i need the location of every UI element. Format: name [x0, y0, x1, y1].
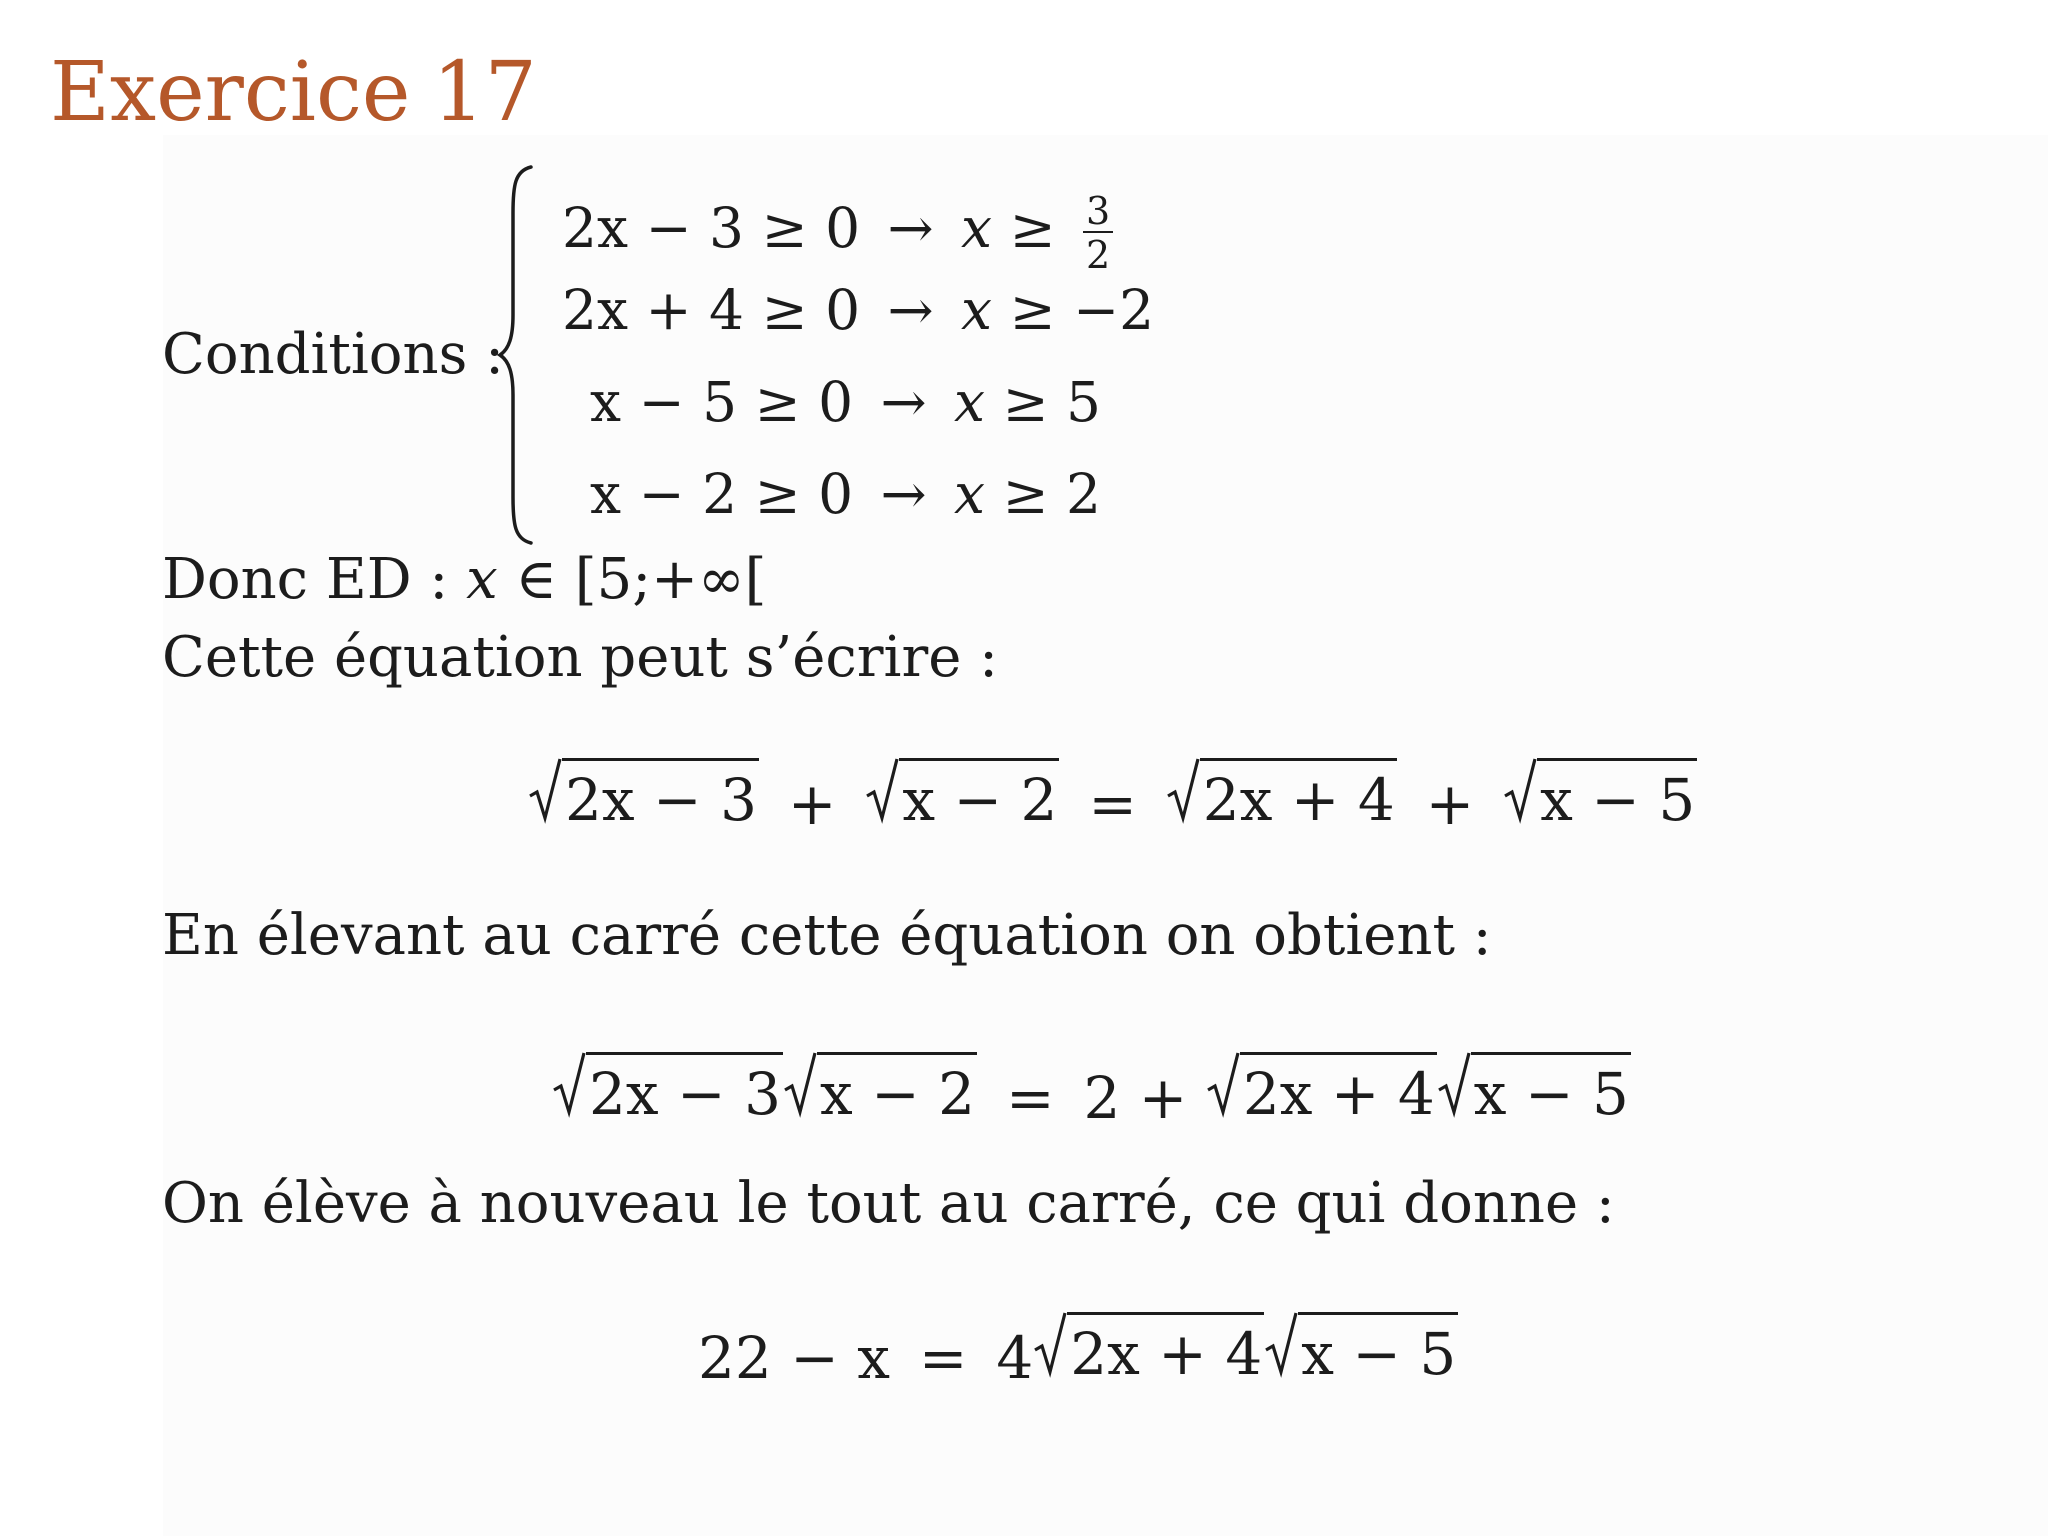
radicand: x − 5 [1471, 1052, 1631, 1123]
condition-row-4 [590, 462, 1102, 526]
condition-lhs: 2x + 4 ≥ 0 [562, 278, 861, 342]
condition-rel: ≥ [1009, 278, 1056, 342]
sqrt-icon [1264, 1312, 1298, 1378]
condition-var: x [960, 196, 992, 260]
text-line-3: On élève à nouveau le tout au carré, ce qui donne : [162, 1171, 1615, 1236]
radicand: 2x + 4 [1067, 1312, 1264, 1383]
condition-value: 5 [1066, 370, 1102, 434]
sqrt-icon [528, 758, 562, 824]
lhs: 22 − x [698, 1324, 890, 1392]
condition-var: x [953, 370, 985, 434]
coefficient: 4 [996, 1324, 1034, 1392]
conditions-label: Conditions : [162, 322, 504, 387]
radicand: 2x + 4 [1240, 1052, 1437, 1123]
title-word: Exercice [50, 45, 411, 140]
operator: + [1425, 770, 1475, 838]
equation-2 [552, 1052, 1631, 1132]
title-number: 17 [432, 45, 537, 140]
radicand: x − 2 [899, 758, 1059, 829]
condition-rel: ≥ [1009, 196, 1056, 260]
equals: = [1088, 770, 1137, 838]
radical [1503, 758, 1697, 834]
operator: + [787, 770, 837, 838]
sqrt-icon [1166, 758, 1200, 824]
condition-rel: ≥ [1002, 462, 1049, 526]
radical [1166, 758, 1397, 834]
radicand: 2x − 3 [562, 758, 759, 829]
radicand: x − 2 [817, 1052, 977, 1123]
sqrt-icon [1033, 1312, 1067, 1378]
exercise-title [50, 45, 537, 140]
fraction [1083, 189, 1113, 277]
sqrt-icon [865, 758, 899, 824]
radical [865, 758, 1059, 834]
radical [1033, 1312, 1264, 1388]
arrow-icon: → [887, 196, 934, 260]
radicand: 2x − 3 [586, 1052, 783, 1123]
condition-var: x [960, 278, 992, 342]
constant-term: 2 + [1083, 1064, 1188, 1132]
condition-lhs: 2x − 3 ≥ 0 [562, 196, 861, 260]
arrow-icon: → [880, 462, 927, 526]
equals: = [918, 1324, 968, 1392]
sqrt-icon [1206, 1052, 1240, 1118]
left-brace-icon [497, 165, 539, 545]
domain-set: ∈ [5;+∞[ [497, 547, 767, 612]
condition-value: 2 [1066, 462, 1102, 526]
equals: = [1005, 1064, 1055, 1132]
fraction-denominator: 2 [1086, 233, 1111, 277]
radicand: 2x + 4 [1200, 758, 1397, 829]
radical [1264, 1312, 1458, 1388]
condition-row-3 [590, 370, 1102, 434]
condition-var: x [953, 462, 985, 526]
sqrt-icon [1437, 1052, 1471, 1118]
text-line-1: Cette équation peut s’écrire : [162, 625, 999, 690]
text-line-2: En élevant au carré cette équation on obtient : [162, 903, 1492, 968]
radicand: x − 5 [1298, 1312, 1458, 1383]
arrow-icon: → [887, 278, 934, 342]
equation-1 [528, 758, 1697, 838]
radical [1206, 1052, 1437, 1128]
fraction-numerator: 3 [1083, 192, 1113, 233]
domain-var: x [466, 547, 498, 612]
sqrt-icon [1503, 758, 1537, 824]
radical [552, 1052, 783, 1128]
radical [783, 1052, 977, 1128]
arrow-icon: → [880, 370, 927, 434]
radicand: x − 5 [1537, 758, 1697, 829]
condition-value: −2 [1073, 278, 1155, 342]
equation-3 [698, 1312, 1458, 1392]
condition-lhs: x − 5 ≥ 0 [590, 370, 854, 434]
sqrt-icon [552, 1052, 586, 1118]
condition-lhs: x − 2 ≥ 0 [590, 462, 854, 526]
domain-prefix: Donc ED : [162, 547, 467, 612]
sqrt-icon [783, 1052, 817, 1118]
radical [528, 758, 759, 834]
condition-row-1 [562, 189, 1113, 277]
condition-row-2 [562, 278, 1155, 342]
radical [1437, 1052, 1631, 1128]
domain-line [162, 547, 767, 612]
condition-rel: ≥ [1002, 370, 1049, 434]
